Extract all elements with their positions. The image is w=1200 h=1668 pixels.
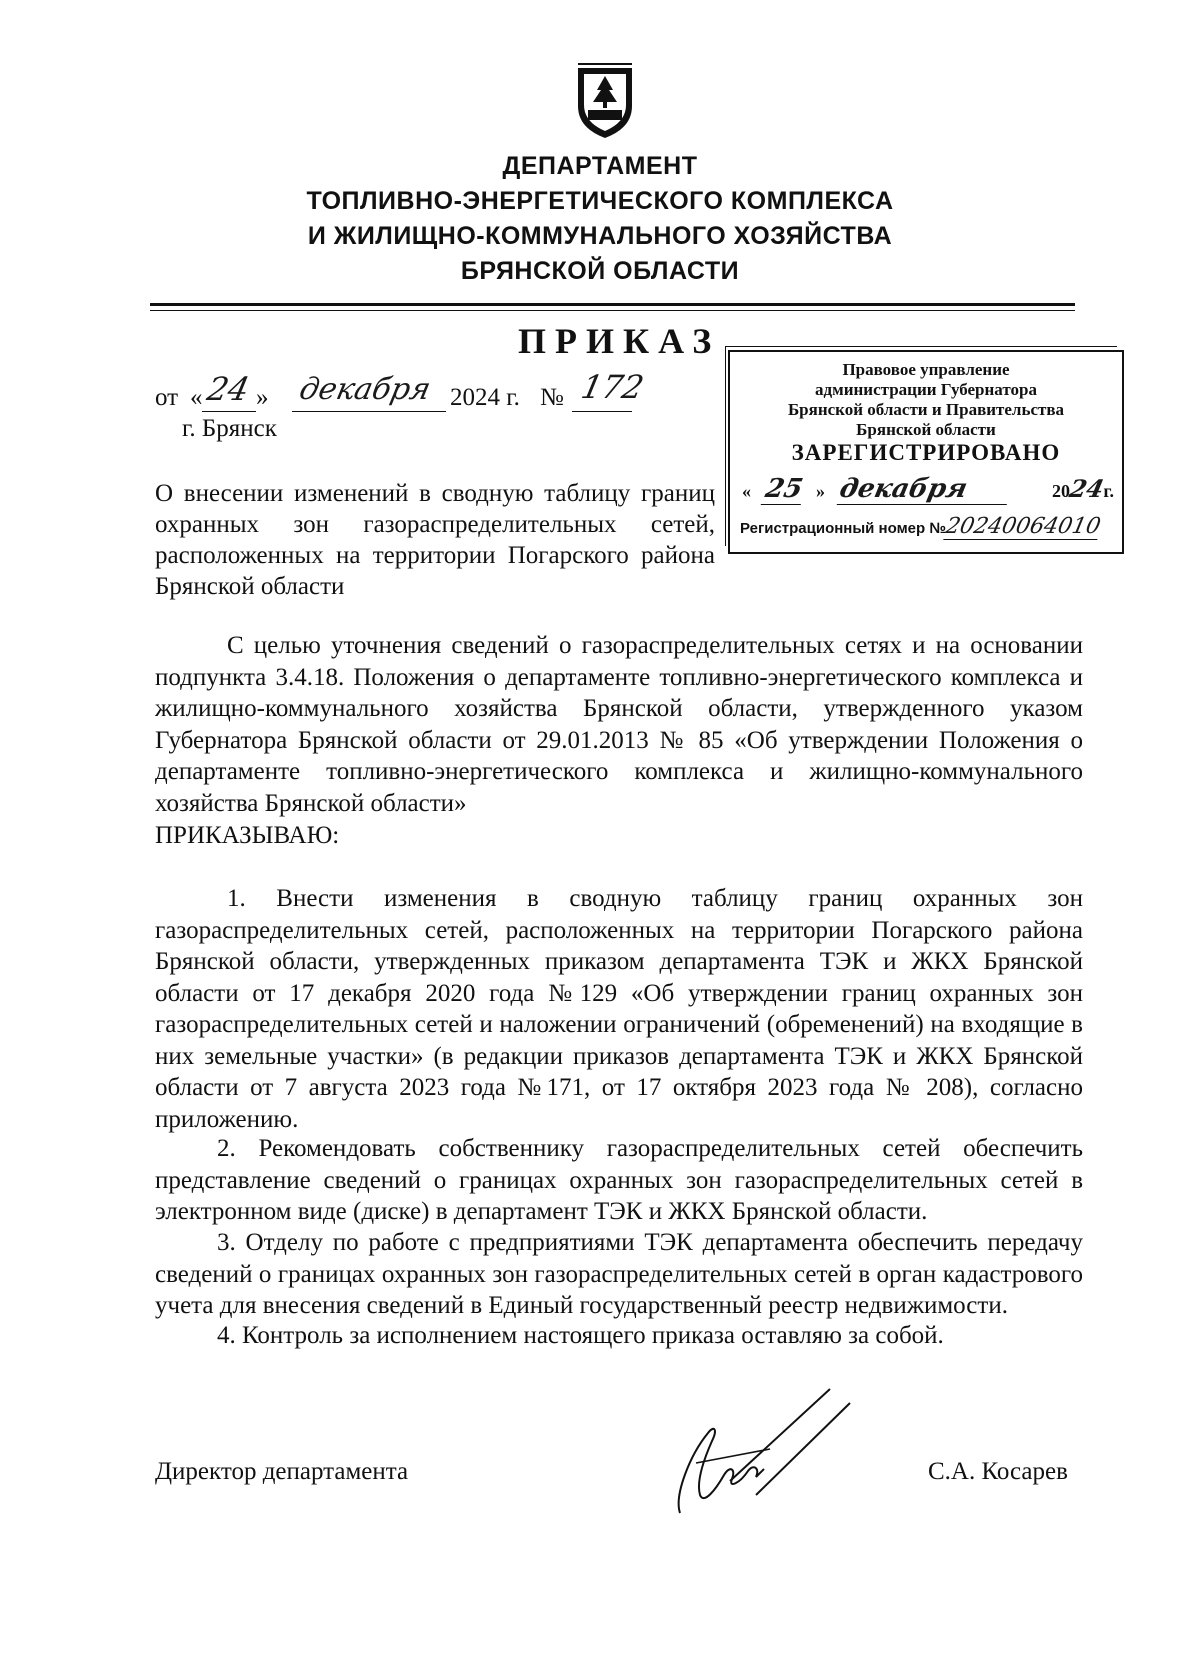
date-open-quote: « <box>190 384 203 411</box>
stamp-registration-number <box>740 514 1103 540</box>
stamp-line-3: Брянской области и Правительства <box>787 400 1065 419</box>
stamp-line-4: Брянской области <box>856 420 996 439</box>
issue-city: г. Брянск <box>182 415 277 442</box>
month-underline <box>292 411 446 412</box>
handwritten-signature-icon <box>660 1385 860 1525</box>
signatory-name: С.А. Косарев <box>928 1458 1068 1485</box>
date-prefix: от <box>155 384 179 411</box>
order-item-2: 2. Рекомендовать собственнику газораспределительных сетей обеспечить представление сведений о границах охранных зон газораспределительных сетей в электронном виде (диске) в департамент ТЭК и ЖКХ Брянской области. <box>155 1135 1083 1225</box>
stamp-reg-number-handwritten: 20240064010 <box>943 514 1103 539</box>
date-year: 2024 г. <box>450 384 520 411</box>
stamp-registered: ЗАРЕГИСТРИРОВАНО <box>791 440 1061 465</box>
stamp-year-suffix-handwritten: 24 <box>1066 474 1107 503</box>
coat-of-arms-icon <box>572 62 638 142</box>
date-day-handwritten: 24 <box>203 370 253 408</box>
document-subject: О внесении изменений в сводную таблицу границ охранных зон газораспределительных сетей, расположенных на территории Погарского района Брянской области <box>155 480 715 600</box>
stamp-line-2: администрации Губернатора <box>815 380 1037 399</box>
order-item-4: 4. Контроль за исполнением настоящего приказа оставляю за собой. <box>217 1322 944 1349</box>
stamp-month-handwritten: декабря <box>836 474 1013 505</box>
date-month-handwritten: декабря <box>296 372 434 407</box>
header-rule-thick <box>150 303 1075 306</box>
stamp-line-1: Правовое управление <box>842 360 1010 379</box>
department-title-line-3: И ЖИЛИЩНО-КОММУНАЛЬНОГО ХОЗЯЙСТВА <box>307 222 893 250</box>
registration-stamp <box>728 350 1124 554</box>
day-underline <box>202 411 256 412</box>
stamp-day-handwritten: 25 <box>760 474 807 505</box>
stamp-date-close-quote: » <box>816 481 825 501</box>
preamble-paragraph: С целью уточнения сведений о газораспределительных сетях и на основании подпункта 3.4.18. Положения о департаменте топливно-энергетического комплекса и жилищно-коммунального хозяйства Брянской области, утвержденного указом Губернатора Брянской области от 29.01.2013 № 85 «Об утверждении Положения о департаменте топливно-энергетического комплекса и жилищно-коммунального хозяйства Брянской области» <box>155 632 1083 817</box>
order-item-1: 1. Внести изменения в сводную таблицу границ охранных зон газораспределительных сетей, расположенных на территории Погарского района Брянской области, утвержденных приказом департамента ТЭК и ЖКХ Брянской области от 17 декабря 2020 года №129 «Об утверждении границ охранных зон газораспределительных сетей и наложении ограничений (обременений) на входящие в них земельные участки» (в редакции приказов департамента ТЭК и ЖКХ Брянской области от 7 августа 2023 года №171, от 17 октября 2023 года № 208), согласно приложению. <box>155 885 1083 1133</box>
stamp-reg-label: Регистрационный номер № <box>740 520 947 537</box>
stamp-date <box>742 474 1114 505</box>
stamp-year-prefix: 20 <box>1051 481 1070 501</box>
stamp-date-open-quote: « <box>742 481 751 501</box>
number-underline <box>572 411 632 412</box>
document-title: ПРИКАЗ <box>518 321 721 361</box>
document-number-handwritten: 172 <box>577 368 648 406</box>
department-title-line-4: БРЯНСКОЙ ОБЛАСТИ <box>460 257 740 285</box>
date-close-quote: » <box>256 384 269 411</box>
header-rule-thin <box>150 310 1075 311</box>
department-title-line-2: ТОПЛИВНО-ЭНЕРГЕТИЧЕСКОГО КОМПЛЕКСА <box>306 187 894 215</box>
stamp-year-unit: г. <box>1103 481 1114 501</box>
order-word: ПРИКАЗЫВАЮ: <box>155 822 340 849</box>
department-title-line-1: ДЕПАРТАМЕНТ <box>502 152 698 180</box>
number-prefix: № <box>540 384 564 411</box>
order-item-3: 3. Отделу по работе с предприятиями ТЭК департамента обеспечить передачу сведений о границах охранных зон газораспределительных сетей в орган кадастрового учета для внесения сведений в Единый государственный реестр недвижимости. <box>155 1229 1083 1319</box>
signatory-role: Директор департамента <box>155 1458 409 1485</box>
